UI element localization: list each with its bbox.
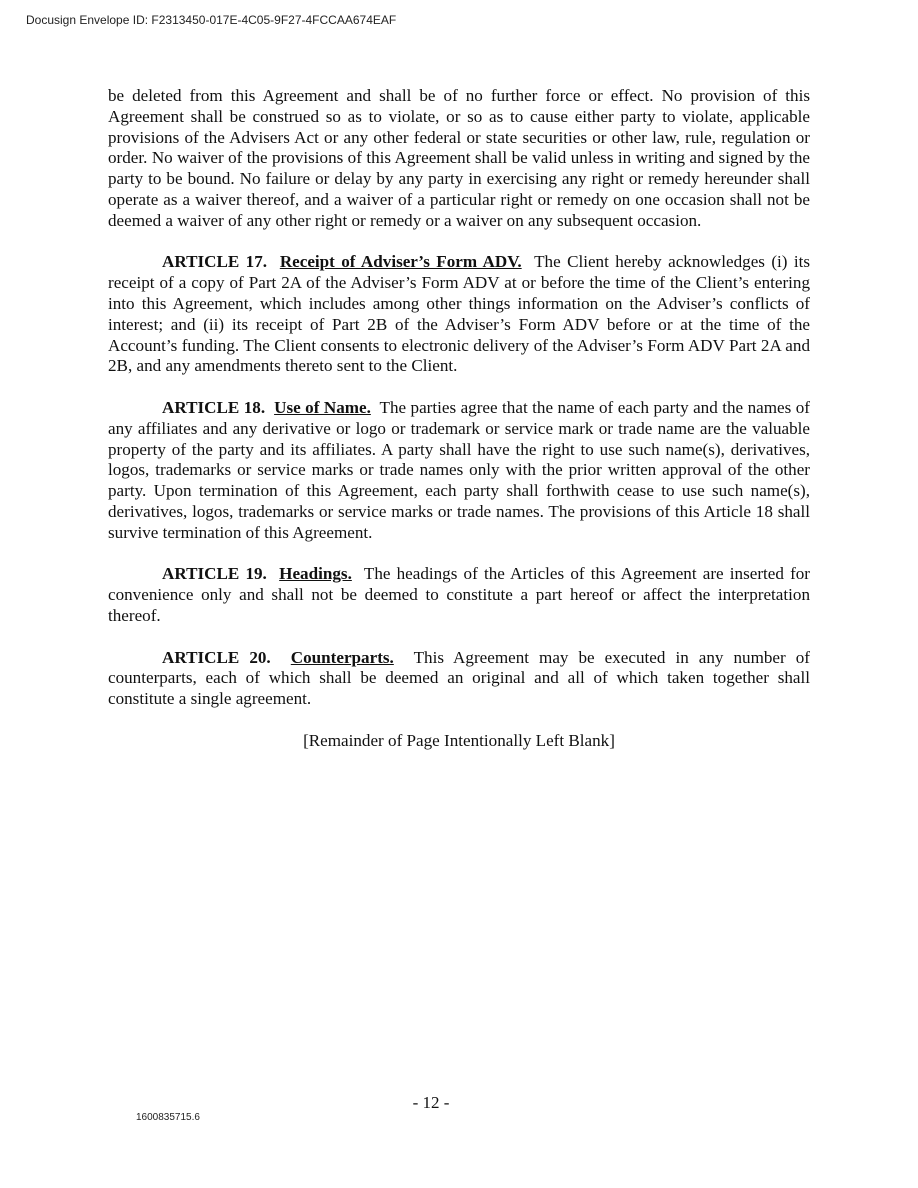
- page-number: - 12 -: [412, 1093, 450, 1112]
- article-19-title: Headings.: [279, 564, 352, 584]
- article-20-body: This Agreement may be executed in any number of counterparts, each of which shall be deemed an original and all of which taken together shall constitute a single agreement.: [108, 647, 810, 709]
- article-20-title: Counterparts.: [290, 647, 394, 667]
- article-18-label: ARTICLE 18.: [162, 397, 266, 417]
- article-18: [108, 398, 810, 544]
- envelope-id: Docusign Envelope ID: F2313450-017E-4C05-9F27-4FCCAA674EAF: [26, 13, 397, 27]
- article-20: [108, 648, 810, 710]
- document-id: 1600835715.6: [136, 1112, 200, 1123]
- article-19-label: ARTICLE 19.: [162, 564, 267, 584]
- article-19-body: The headings of the Articles of this Agreement are inserted for convenience only and shall not be deemed to constitute a part hereof or affect the interpretation thereof.: [108, 564, 811, 625]
- article-17: [108, 252, 810, 377]
- article-17-title: Receipt of Adviser’s Form ADV.: [279, 252, 522, 272]
- continuation-paragraph: be deleted from this Agreement and shall be of no further force or effect. No provision of this Agreement shall be construed so as to violate, or so as to cause either party to violate, applicable provisions of the Advisers Act or any other federal or state securities or other law, rule, regulation or order. No waiver of the provisions of this Agreement shall be valid unless in writing and signed by the party to be bound. No failure or delay by any party in exercising any right or remedy hereunder shall operate as a waiver thereof, and a waiver of a particular right or remedy on one occasion shall not be deemed a waiver of any other right or remedy or a waiver on any subsequent occasion.: [108, 86, 810, 230]
- remainder-note: [Remainder of Page Intentionally Left Blank]: [303, 730, 615, 750]
- article-17-body: The Client hereby acknowledges (i) its receipt of a copy of Part 2A of the Adviser’s Form ADV at or before the time of the Client’s entering into this Agreement, which includes among other things information on the Adviser’s conflicts of interest; and (ii) its receipt of Part 2B of the Adviser’s Form ADV before or at the time of the Account’s funding. The Client consents to electronic delivery of the Adviser’s Form ADV Part 2A and 2B, and any amendments thereto sent to the Client.: [108, 252, 810, 376]
- document-body: [108, 86, 810, 752]
- article-20-label: ARTICLE 20.: [162, 647, 271, 667]
- article-18-title: Use of Name.: [274, 397, 371, 417]
- article-17-label: ARTICLE 17.: [162, 252, 268, 272]
- article-19: [108, 564, 810, 626]
- article-18-body: The parties agree that the name of each party and the names of any affiliates and any derivative or logo or trademark or service mark or trade name are the valuable property of the party and its affiliates. A party shall have the right to use such name(s), derivatives, logos, trademarks or service marks or trade names only with the prior written approval of the other party. Upon termination of this Agreement, each party shall forthwith cease to use such name(s), derivatives, logos, trademarks or service marks or trade names. The provisions of this Article 18 shall survive termination of this Agreement.: [108, 397, 810, 542]
